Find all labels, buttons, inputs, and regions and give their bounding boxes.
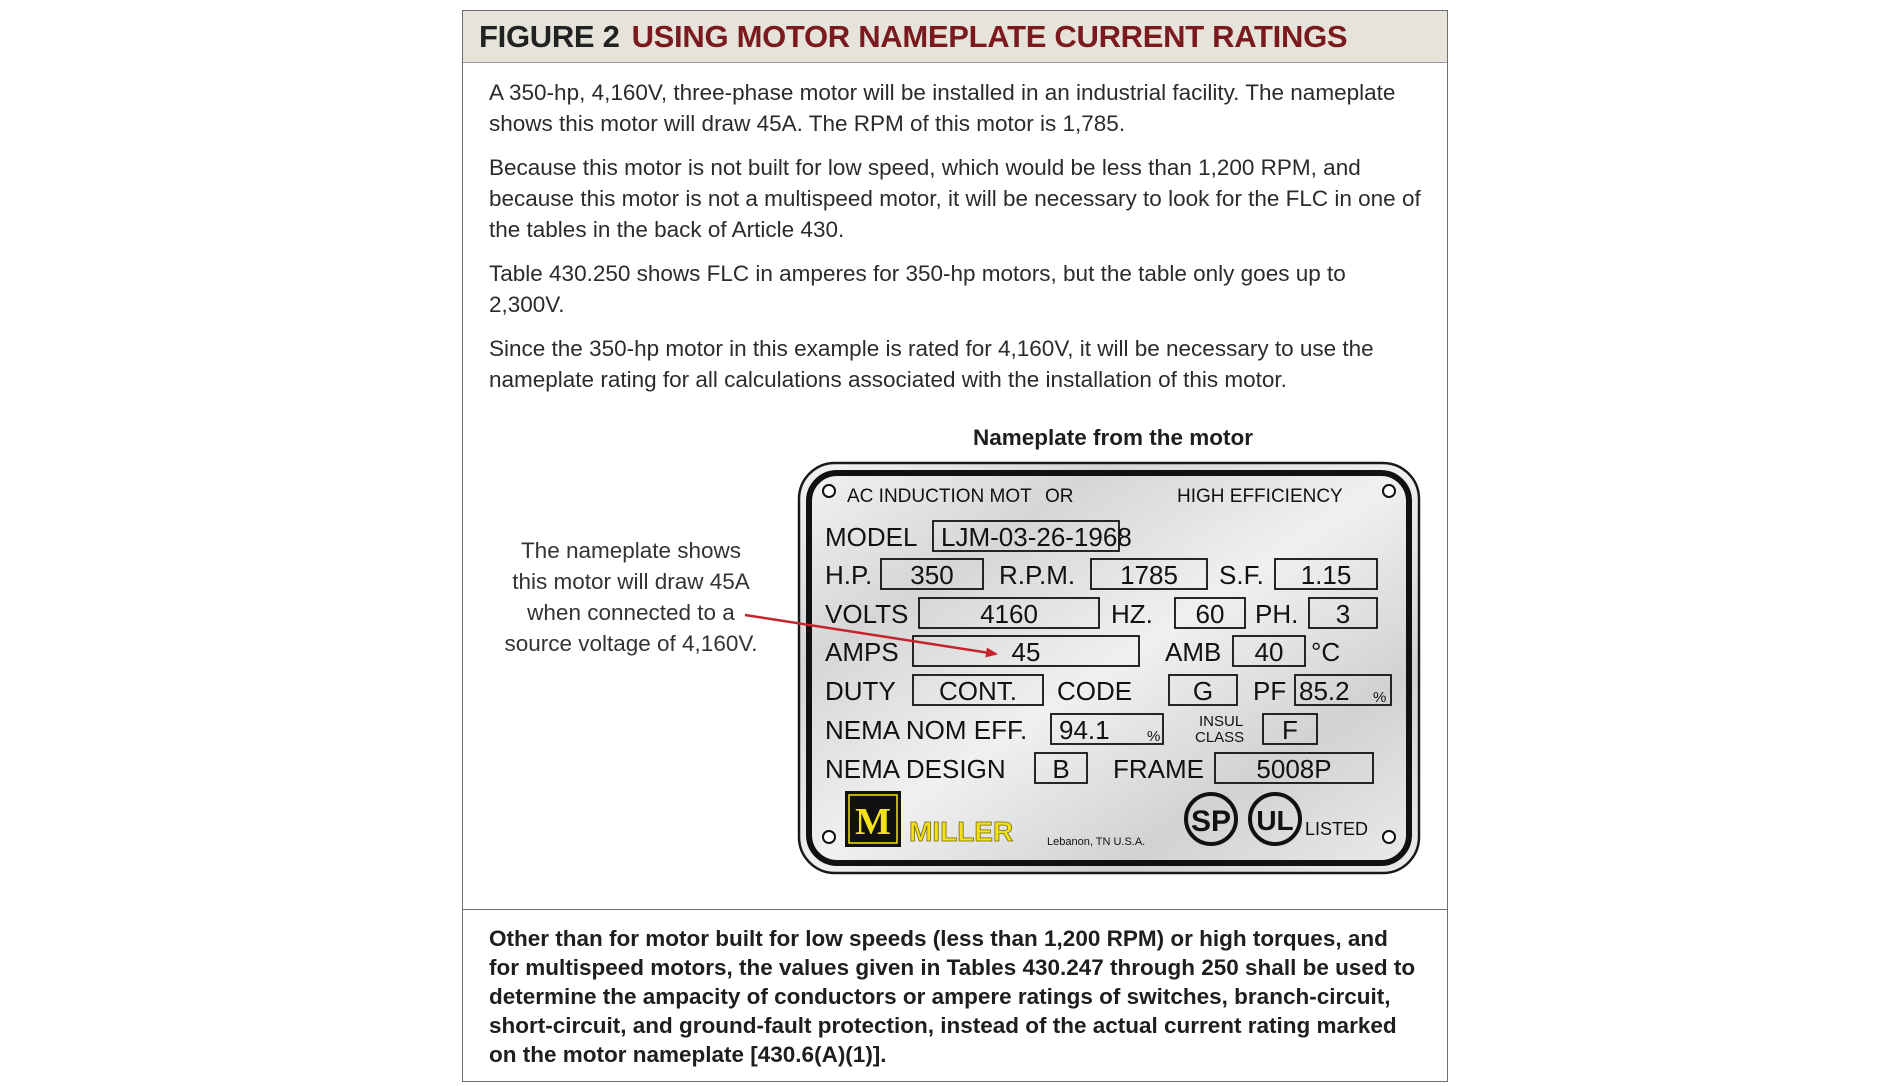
figure-title: USING MOTOR NAMEPLATE CURRENT RATINGS	[631, 19, 1348, 54]
pf-unit: %	[1373, 689, 1387, 706]
amb-label: AMB	[1165, 637, 1222, 667]
plate-type-label-suffix: OR	[1045, 486, 1074, 507]
mounting-hole	[1383, 485, 1395, 497]
rule-line: on the motor nameplate [430.6(A)(1)].	[489, 1042, 887, 1067]
efficiency-label: NEMA NOM EFF.	[825, 715, 1028, 745]
duty-label: DUTY	[825, 676, 896, 706]
miller-logo-letter: M	[855, 801, 891, 843]
callout-line: source voltage of 4,160V.	[504, 631, 758, 656]
sf-value: 1.15	[1300, 560, 1352, 590]
paragraph: Because this motor is not built for low speed, which would be less than 1,200 RPM, and because this motor is not a multispeed motor, it will be necessary to look for the FLC in one of the tables in the back of Article 430.	[489, 155, 1421, 242]
insulation-value: F	[1282, 715, 1298, 745]
pf-label: PF	[1253, 676, 1287, 706]
hz-label: HZ.	[1111, 599, 1153, 629]
csa-mark-letters: SP	[1190, 805, 1232, 838]
mounting-hole	[1383, 831, 1395, 843]
nameplate-caption: Nameplate from the motor	[972, 425, 1254, 450]
code-value: G	[1192, 676, 1214, 706]
ul-listed-label: LISTED	[1305, 819, 1369, 839]
figure-frame	[462, 10, 1448, 1082]
ph-label: PH.	[1255, 599, 1299, 629]
rule-line: determine the ampacity of conductors or ampere ratings of switches, branch-circuit,	[489, 984, 1391, 1009]
rpm-label: R.P.M.	[999, 560, 1076, 590]
volts-value: 4160	[980, 599, 1038, 629]
pf-value: 85.2	[1299, 676, 1350, 706]
motor-nameplate	[463, 11, 1449, 911]
callout-line: this motor will draw 45A	[512, 569, 750, 594]
ul-mark-letters: UL	[1256, 805, 1294, 836]
model-value: LJM-03-26-1968	[941, 522, 1132, 552]
amps-label: AMPS	[825, 637, 899, 667]
efficiency-unit: %	[1147, 728, 1161, 745]
rule-line: Other than for motor built for low speeds (less than 1,200 RPM) or high torques, and	[489, 926, 1388, 951]
plate-efficiency-label: HIGH EFFICIENCY	[1177, 486, 1343, 507]
duty-value: CONT.	[939, 676, 1017, 706]
callout-line: The nameplate shows	[520, 538, 742, 563]
brand-name: MILLER	[909, 816, 1014, 847]
rpm-value: 1785	[1120, 560, 1178, 590]
volts-label: VOLTS	[825, 599, 909, 629]
hp-value: 350	[910, 560, 954, 590]
plate-type-label: AC INDUCTION MOT	[847, 486, 1032, 507]
paragraph: Since the 350-hp motor in this example is rated for 4,160V, it will be necessary to use the nameplate rating for all calculations associated with the installation of this motor.	[489, 336, 1374, 392]
amb-unit: °C	[1311, 637, 1341, 667]
rule-line: for multispeed motors, the values given in Tables 430.247 through 250 shall be used to	[489, 955, 1416, 980]
callout-line: when connected to a	[527, 600, 735, 625]
amps-value: 45	[1011, 637, 1041, 667]
frame-label: FRAME	[1113, 754, 1204, 784]
design-value: B	[1052, 754, 1070, 784]
frame-value: 5008P	[1256, 754, 1332, 784]
hp-label: H.P.	[825, 560, 873, 590]
figure-label: FIGURE 2	[479, 19, 620, 54]
insulation-label: INSUL	[1199, 713, 1244, 730]
mounting-hole	[823, 831, 835, 843]
paragraph: Table 430.250 shows FLC in amperes for 350-hp motors, but the table only goes up to 2,300V.	[489, 261, 1346, 317]
ph-value: 3	[1335, 599, 1351, 629]
code-label: CODE	[1057, 676, 1133, 706]
amb-value: 40	[1254, 637, 1284, 667]
mounting-hole	[823, 485, 835, 497]
efficiency-value: 94.1	[1059, 715, 1110, 745]
paragraph: A 350-hp, 4,160V, three-phase motor will be installed in an industrial facility. The nameplate shows this motor will draw 45A. The RPM of this motor is 1,785.	[489, 80, 1396, 136]
sf-label: S.F.	[1219, 560, 1264, 590]
insulation-label-2: CLASS	[1195, 729, 1245, 746]
brand-location: Lebanon, TN U.S.A.	[1047, 836, 1146, 848]
rule-line: short-circuit, and ground-fault protection, instead of the actual current rating marked	[489, 1013, 1397, 1038]
hz-value: 60	[1195, 599, 1225, 629]
model-label: MODEL	[825, 522, 918, 552]
rule-note	[463, 909, 1447, 1081]
design-label: NEMA DESIGN	[825, 754, 1006, 784]
